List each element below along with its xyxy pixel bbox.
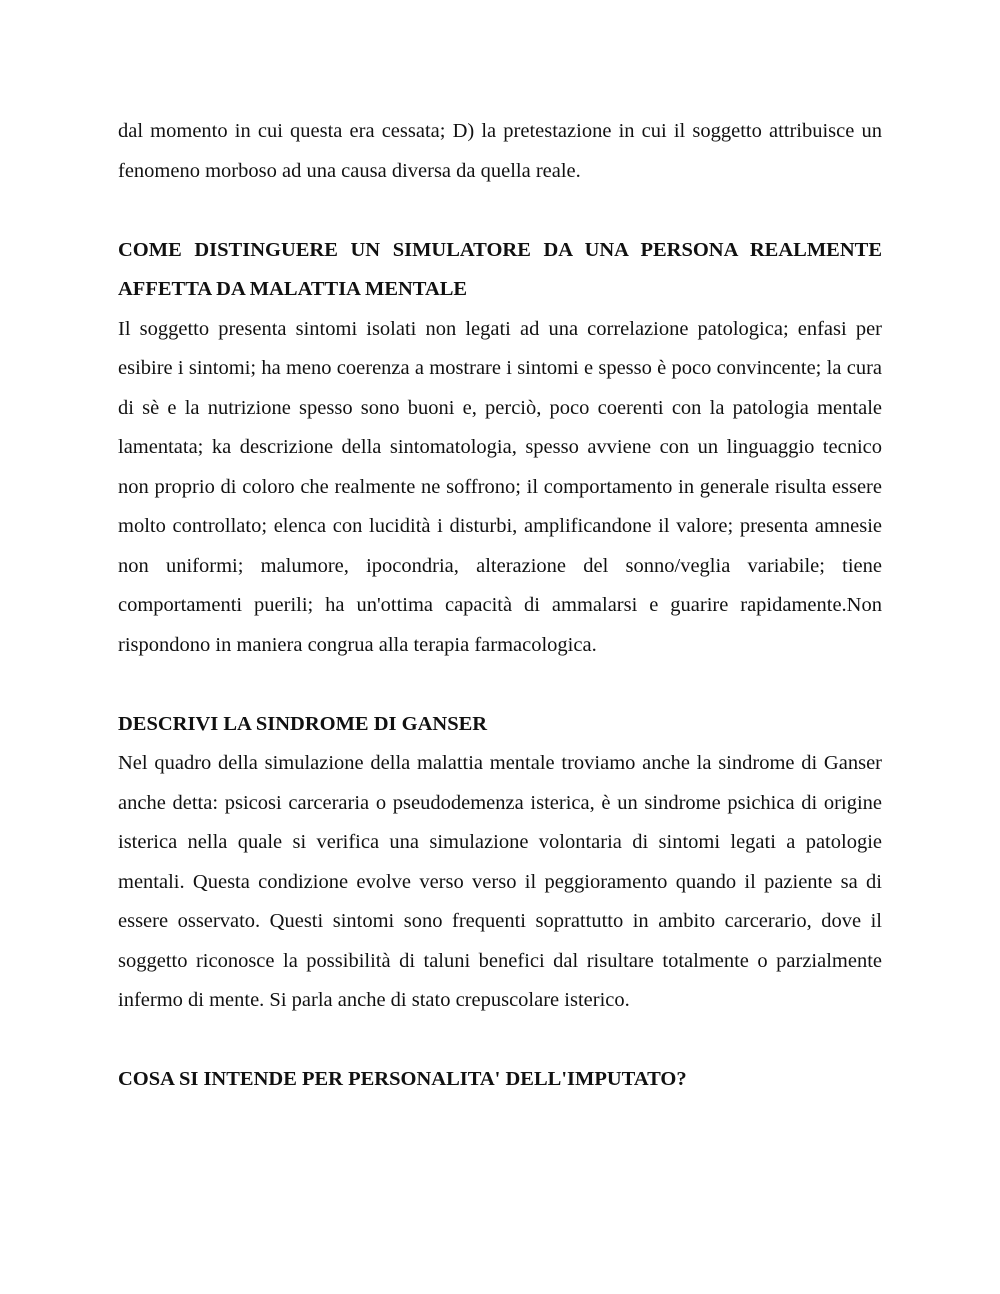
section-body-simulatore: Il soggetto presenta sintomi isolati non legati ad una correlazione patologica; enfasi per esibire i sintomi; ha meno coerenza a mostrare i sintomi e spesso è poco convincente; la cura di sè e la nutrizione spesso sono buoni e, perciò, poco coerenti con la patologia mentale lamentata; ka descrizione della sintomatologia, spesso avviene con un linguaggio tecnico non proprio di coloro che realmente ne soffrono; il comportamento in generale risulta essere molto controllato; elenca con lucidità i disturbi, amplificandone il valore; presenta amnesie non uniformi; malumore, ipocondria, alterazione del sonno/veglia variabile; tiene comportamenti puerili; ha un'ottima capacità di ammalarsi e guarire rapidamente.Non rispondono in maniera congrua alla terapia farmacologica. [118,317,882,656]
spacer [118,1021,882,1061]
section-heading-personalita: COSA SI INTENDE PER PERSONALITA' DELL'IMPUTATO? [118,1068,687,1090]
section-heading-simulatore: COME DISTINGUERE UN SIMULATORE DA UNA PERSONA REALMENTE AFFETTA DA MALATTIA MENTALE [118,238,882,300]
spacer [118,191,882,231]
intro-paragraph: dal momento in cui questa era cessata; D) la pretestazione in cui il soggetto attribuisce un fenomeno morboso ad una causa diversa da quella reale. [118,120,882,182]
section-heading-ganser: DESCRIVI LA SINDROME DI GANSER [118,712,488,735]
spacer [118,665,882,705]
document-page [118,112,882,1100]
section-body-ganser: Nel quadro della simulazione della malattia mentale troviamo anche la sindrome di Ganser anche detta: psicosi carceraria o pseudodemenza isterica, è un sindrome psichica di origine isterica nella quale si verifica una simulazione volontaria di sintomi legati a patologie mentali. Questa condizione evolve verso verso il peggioramento quando il paziente sa di essere osservato. Questi sintomi sono frequenti soprattutto in ambito carcerario, dove il soggetto riconosce la possibilità di taluni benefici dal risultare totalmente o parzialmente infermo di mente. Si parla anche di stato crepuscolare isterico. [118,752,882,1011]
